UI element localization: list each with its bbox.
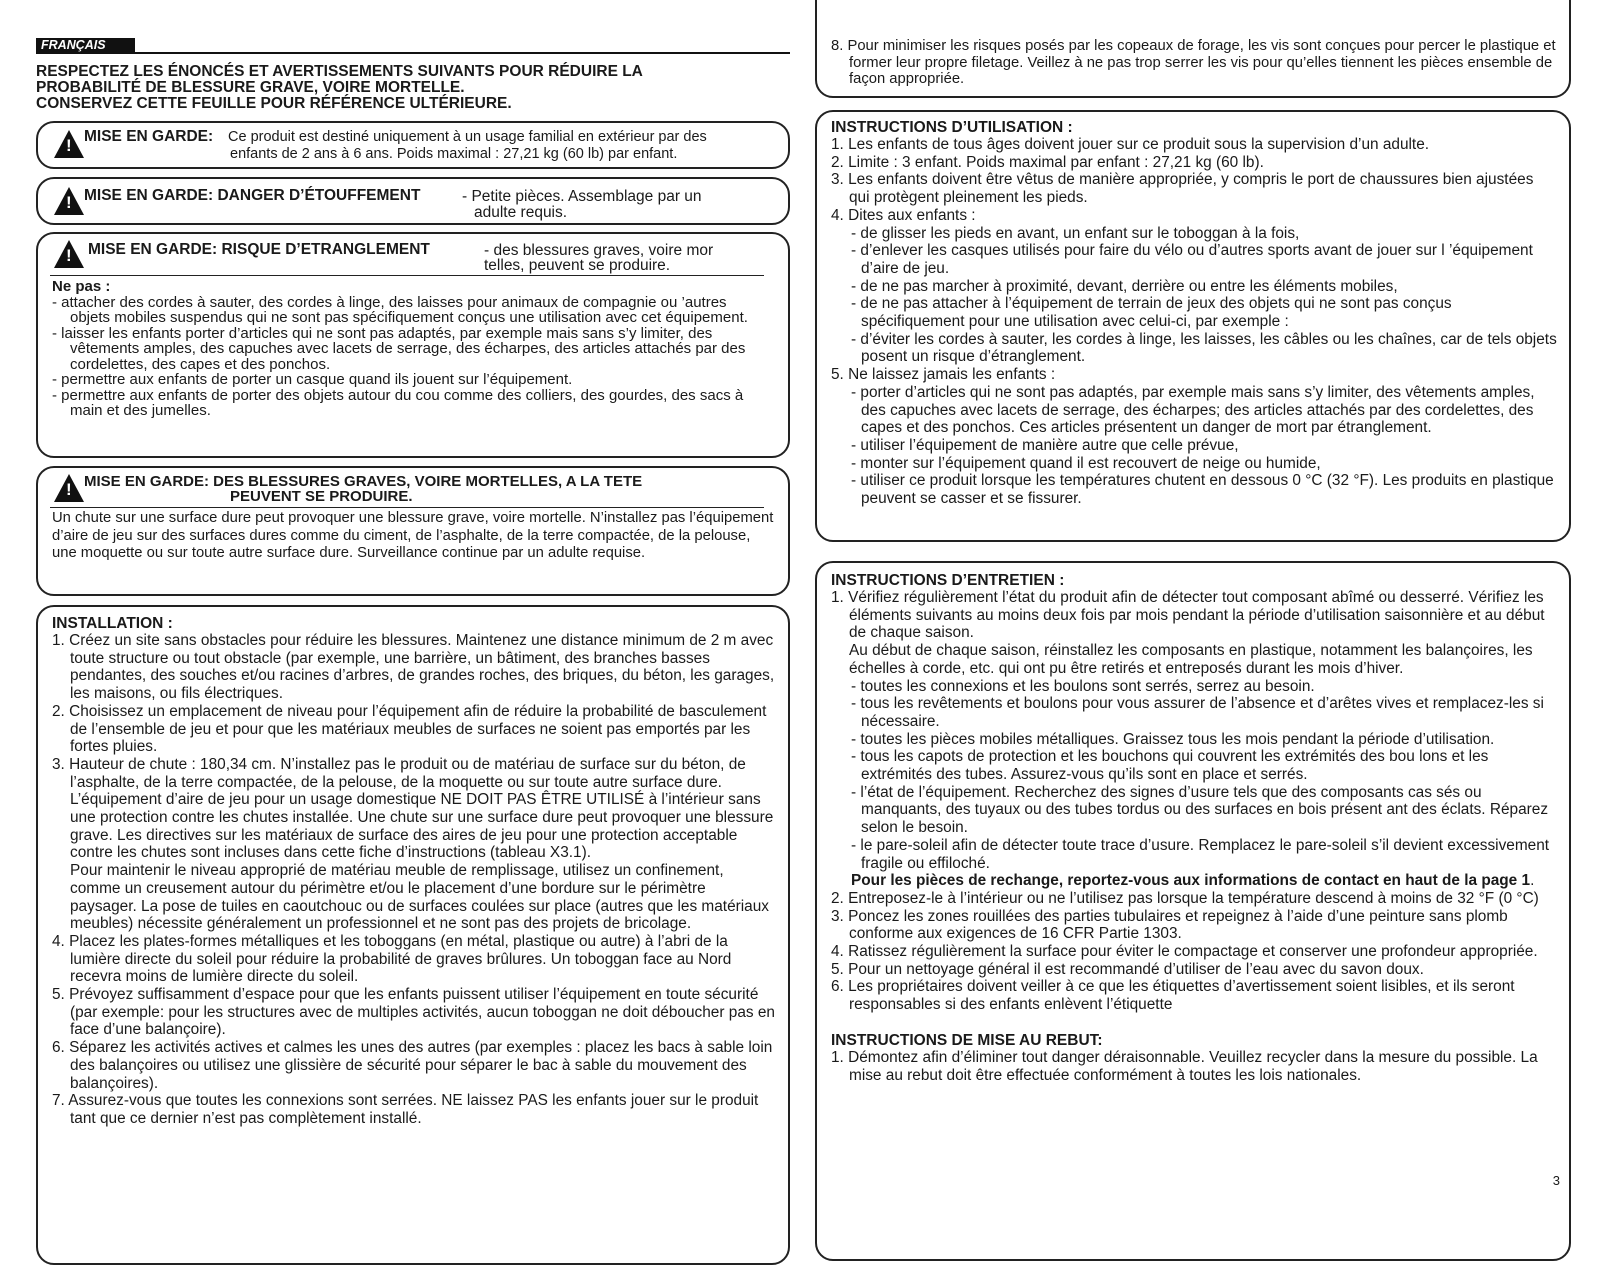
maintenance-content (831, 572, 1557, 1084)
warning-icon: ! (54, 240, 84, 268)
list-item: 1. Démontez afin d’éliminer tout danger déraisonnable. Veuillez recycler dans la mesure du possible. La mise au rebut doit être effectuée conformément à toutes les lois nationales. (831, 1048, 1538, 1084)
list-item: 1. Créez un site sans obstacles pour réduire les blessures. Maintenez une distance minimum de 2 m avec toute structure ou tout obstacle (par exemple, une barrière, un bâtiment, des branches basses pendantes, des souches et/ou racines d’arbres, de grandes roches, des briques, du béton, les garages, les maisons, ou fils électriques. (52, 632, 775, 703)
warning-box-choking (36, 177, 790, 225)
sub-item: - utiliser l’équipement de manière autre que celle prévue, (851, 436, 1239, 454)
sub-item: - tous les revêtements et boulons pour vous assurer de l’absence et d’arêtes vives et remplacez-les si nécessaire. (851, 695, 1544, 730)
warning-title: PEUVENT SE PRODUIRE. (230, 488, 413, 505)
list-item: - laisser les enfants porter d’articles qui ne sont pas adaptés, par exemple mais sans s’y limiter, des vêtements amples, des capuches avec lacets de serrage, des écharpes, des articles attachés par des cordelettes, des capes et des ponchos. (52, 324, 746, 373)
warning-text: - des blessures graves, voire mor (484, 242, 714, 259)
list-item: 5. Prévoyez suffisamment d’espace pour que les enfants puissent utiliser l’équipement en toute sécurité (par exemple: pour les structures avec de multiples activités, aucun toboggan ne doit déboucher pas en face d’une balançoire). (52, 986, 775, 1039)
sub-item: - le pare-soleil afin de détecter toute trace d’usure. Remplacez le pare-soleil s’il devient excessivement fragile ou effiloché. (851, 836, 1550, 872)
usage-heading: INSTRUCTIONS D’UTILISATION : (831, 119, 1073, 136)
list-item: 1. Vérifiez régulièrement l’état du produit afin de détecter tout composant abîmé ou desserré. Vérifiez les éléments suivants au moins deux fois par mois pendant la période d’utilisation saisonnière et au début de chaque saison. (831, 589, 1545, 642)
sub-item: - d’enlever les casques utilisés pour faire du vélo ou d’autres sports avant de jouer sur l ’équipement d’aire de jeu. (851, 242, 1533, 277)
sub-item: - toutes les pièces mobiles métalliques. Graissez tous les mois pendant la période d’utilisation. (851, 730, 1495, 748)
list-item: 2. Entreposez-le à l’intérieur ou ne l’utilisez pas lorsque la température descend à moins de 32 °F (0 °C) (831, 889, 1539, 907)
warning-text: adulte requis. (474, 204, 568, 221)
warning-box-strangulation (36, 232, 790, 458)
sub-item: - toutes les connexions et les boulons sont serrés, serrez au besoin. (851, 677, 1315, 695)
sub-item: - utiliser ce produit lorsque les températures chutent en dessous 0 °C (32 °F). Les produits en plastique peuvent se casser et se fissurer. (851, 472, 1554, 508)
list-item: 4. Ratissez régulièrement la surface pour éviter le compactage et conserver une profondeur appropriée. (831, 943, 1538, 961)
strangulation-list (52, 279, 764, 419)
list-item: 3. Poncez les zones rouillées des parties tubulaires et repeignez à l’aide d’une peinture sans plomb conforme aux exigences de 16 CFR Partie 1303. (831, 907, 1508, 943)
language-bar (36, 38, 790, 54)
warning-text: telles, peuvent se produire. (484, 257, 671, 274)
warning-title: MISE EN GARDE: DES BLESSURES GRAVES, VOIRE MORTELLES, A LA TETE (84, 473, 643, 490)
installation-box (36, 605, 790, 1265)
maintenance-box (815, 561, 1571, 1261)
list-item: 8. Pour minimiser les risques posés par les copeaux de forage, les vis sont conçues pour percer le plastique et former leur propre filetage. Veillez à ne pas trop serrer les vis pour qu’elles tiennent les pièces ensemble de façon appropriée. (831, 38, 1556, 87)
list-item: Pour maintenir le niveau approprié de matériau meuble de remplissage, utilisez un confinement, comme un creusement autour du périmètre et/ou le placement d’une bordure sur le périmètre paysager. La pose de tuiles en caoutchouc ou de surfaces coulées sur place (autres que les matériaux meubles) nécessite généralement un professionnel et ne sont pas des projets de bricolage. (70, 862, 769, 933)
list-item: 4. Dites aux enfants : (831, 206, 976, 224)
sub-item: - l’état de l’équipement. Recherchez des signes d’usure tels que des composants cas sés ou manquants, des tuyaux ou des tubes tordus ou des surfaces en bois présent ant des éclats. Réparez selon le besoin. (851, 783, 1549, 837)
divider (50, 507, 764, 508)
sub-item: - monter sur l’équipement quand il est recouvert de neige ou humide, (851, 454, 1321, 472)
installation-content (52, 615, 776, 1128)
maintenance-heading: INSTRUCTIONS D’ENTRETIEN : (831, 572, 1065, 589)
intro-heading: RESPECTEZ LES ÉNONCÉS ET AVERTISSEMENTS SUIVANTS POUR RÉDUIRE LA PROBABILITÉ DE BLESSURE GRAVE, VOIRE MORTELLE. CONSERVEZ CETTE FEUILLE POUR RÉFÉRENCE ULTÉRIEURE. (36, 63, 643, 112)
sub-item: - d’éviter les cordes à sauter, les cordes à linge, les laisses, les câbles ou les chaînes, car de tels objets posent un risque d’étranglement. (851, 330, 1557, 366)
list-item: - permettre aux enfants de porter un casque quand ils jouent sur l’équipement. (52, 371, 573, 388)
warning-title: MISE EN GARDE: RISQUE D’ETRANGLEMENT (88, 241, 430, 258)
warning-title: MISE EN GARDE: (84, 128, 214, 145)
warning-box-head-injury (36, 466, 790, 596)
list-item: 3. Hauteur de chute : 180,34 cm. N’installez pas le produit ou de matériau de surface sur du béton, de l’asphalte, de la terre compactée, de la pelouse, de la moquette ou sur toute autre surface dure. L’équipement d’aire de jeu pour un usage domestique NE DOIT PAS ÊTRE UTILISÉ à l’intérieur sans une protection contre les chutes installée. Une chute sur une surface dure peut provoquer une blessure grave. Les directives sur les matériaux de surface des aires de jeu pour une protection acceptable contre les chutes sont incluses dans cette fiche d’instructions (tableau X3.1). (52, 755, 774, 862)
installation-continued-box (815, 0, 1571, 98)
list-item: 6. Séparez les activités actives et calmes les unes des autres (par exemples : placez les bacs à sable loin des balançoires ou utilisez une glissière de sécurité pour séparer le bac à sable du mouvement des balançoires). (52, 1039, 773, 1092)
warning-icon: ! (54, 474, 84, 502)
head-injury-text: Un chute sur une surface dure peut provoquer une blessure grave, voire mortelle. N’installez pas l’équipement d’aire de jeu sur des surfaces dures comme du ciment, de l’asphalte, de la terre compactée, de la pelouse, une moquette ou sur toute autre surface dure. Surveillance continue par un adulte requise. (52, 510, 774, 561)
divider (50, 275, 764, 276)
sub-item: - de ne pas attacher à l’équipement de terrain de jeux des objets qui ne sont pas conçus spécifiquement pour une utilisation avec celui-ci, par exemple : (851, 295, 1452, 331)
list-item: 1. Les enfants de tous âges doivent jouer sur ce produit sous la supervision d’un adulte. (831, 136, 1430, 153)
installation-heading: INSTALLATION : (52, 615, 173, 632)
page-number: 3 (1552, 1173, 1560, 1188)
warning-box-usage (36, 121, 790, 169)
warning-text: - Petite pièces. Assemblage par un (462, 188, 702, 205)
language-tag: FRANÇAIS (36, 38, 135, 53)
warning-text: enfants de 2 ans à 6 ans. Poids maximal : 27,21 kg (60 lb) par enfant. (230, 146, 678, 162)
warning-title: MISE EN GARDE: DANGER D’ÉTOUFFEMENT (84, 187, 421, 204)
sub-item: - tous les capots de protection et les bouchons qui couvrent les extrémités des bou lons et les extrémités des tubes. Assurez-vous qu’ils sont en place et serrés. (851, 748, 1489, 784)
sub-item: - porter d’articles qui ne sont pas adaptés, par exemple mais sans s’y limiter, des vêtements amples, des capuches avec lacets de serrage, des écharpes; des articles attachés par des cordelettes, des capes et des ponchos. Ces articles présentent un danger de mort par étranglement. (851, 383, 1535, 437)
list-item: - permettre aux enfants de porter des objets autour du cou comme des colliers, des gourdes, des sacs à main et des jumelles. (52, 386, 744, 419)
sub-item: - de glisser les pieds en avant, un enfant sur le toboggan à la fois, (851, 224, 1300, 242)
list-item: - attacher des cordes à sauter, des cordes à linge, des laisses pour animaux de compagnie ou ’autres objets mobiles suspendus qui ne sont pas spécifiquement conçus une utilisation avec cet équipement. (52, 293, 748, 326)
sub-item: - de ne pas marcher à proximité, devant, derrière ou entre les éléments mobiles, (851, 277, 1398, 295)
list-item: 2. Choisissez un emplacement de niveau pour l’équipement afin de réduire la probabilité de basculement de l’ensemble de jeu et pour que les matériaux meubles de surfaces ne soient pas emportés par les fortes pluies. (52, 702, 767, 756)
warning-icon: ! (54, 187, 84, 215)
list-item: 5. Pour un nettoyage général il est recommandé d’utiliser de l’eau avec du savon doux. (831, 960, 1424, 978)
ne-pas-label: Ne pas : (52, 278, 111, 295)
list-item: Au début de chaque saison, réinstallez les composants en plastique, notamment les balançoires, les échelles à corde, etc. qui ont pu être retirés et entreposés durant les mois d’hiver. (849, 642, 1533, 677)
usage-content (831, 119, 1557, 508)
usage-instructions-box (815, 110, 1571, 542)
warning-icon: ! (54, 130, 84, 158)
list-item: 4. Placez les plates-formes métalliques et les toboggans (en métal, plastique ou autre) à l’abri de la lumière directe du soleil pour réduire la probabilité de graves brûlures. Un toboggan face au Nord recevra moins de lumière directe du soleil. (52, 932, 732, 986)
disposal-heading: INSTRUCTIONS DE MISE AU REBUT: (831, 1031, 1103, 1049)
warning-text: Ce produit est destiné uniquement à un usage familial en extérieur par des (228, 129, 707, 145)
replacement-parts-note: Pour les pièces de rechange, reportez-vous aux informations de contact en haut de la page 1. (851, 872, 1535, 890)
list-item: 2. Limite : 3 enfant. Poids maximal par enfant : 27,21 kg (60 lb). (831, 153, 1264, 171)
list-item: 3. Les enfants doivent être vêtus de manière appropriée, y compris le port de chaussures bien ajustées qui protègent pleinement les pieds. (831, 171, 1534, 207)
list-item: 6. Les propriétaires doivent veiller à ce que les étiquettes d’avertissement soient lisibles, et ils seront responsables si des enfants enlèvent l’étiquette (831, 978, 1515, 1014)
list-item: 7. Assurez-vous que toutes les connexions sont serrées. NE laissez PAS les enfants jouer sur le produit tant que ce dernier n’est pas complètement installé. (52, 1092, 759, 1127)
list-item: 5. Ne laissez jamais les enfants : (831, 366, 1056, 384)
